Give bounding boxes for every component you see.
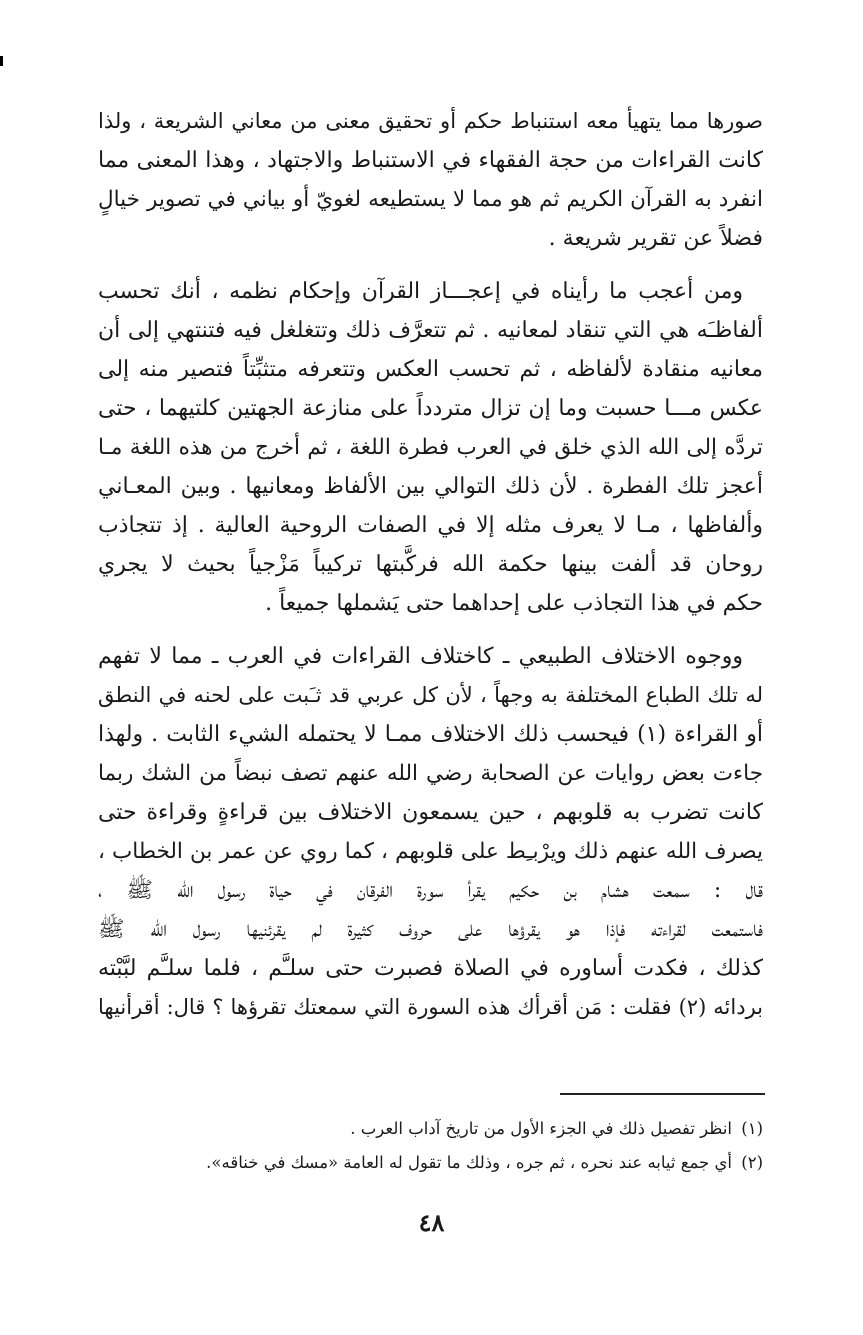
text-line: فضلاً عن تقرير شريعة .	[548, 226, 763, 251]
text-line: ووجوه الاختلاف الطبيعي ـ كاختلاف القراءات في العرب ـ مما لا تفهم	[98, 644, 743, 669]
text-line: أو القراءة (١) فيحسب ذلك الاختلاف ممـا لا يحتمله الشيء الثابت . ولهذا	[98, 722, 763, 747]
footnote-text: انظر تفصيل ذلك في الجزء الأول من تاريخ آداب العرب .	[350, 1119, 732, 1138]
text-line: له تلك الطباع المختلفة به وجهاً ، لأن كل عربي قد ثـَبت على لحنه في النطق	[98, 683, 763, 707]
main-text-block	[98, 102, 763, 1027]
footnote-1	[98, 1112, 763, 1146]
footnotes	[98, 1112, 763, 1180]
footnote-2	[98, 1146, 763, 1180]
paragraph-2	[98, 272, 763, 623]
text-line: انفرد به القرآن الكريم ثم هو مما لا يستطيعه لغويّ أو بياني في تصوير خيالٍ	[98, 187, 763, 212]
paragraph-1	[98, 102, 763, 258]
text-line: قال : سمعت هشام بن حكيم يقرأ سورة الفرقان في حياة رسول الله ﷺ ،	[98, 878, 763, 903]
footnote-number: (١)	[741, 1119, 763, 1138]
footnote-number: (٢)	[741, 1153, 763, 1172]
text-line: جاءت بعض روايات عن الصحابة رضي الله عنهم تصف نبضاً من الشك ربما	[98, 761, 763, 786]
text-line: صورها مما يتهيأ معه استنباط حكم أو تحقيق معنى من معاني الشريعة ، ولذا	[98, 109, 763, 133]
paragraph-3	[98, 637, 763, 1027]
page-number: ٤٨	[418, 1208, 445, 1237]
text-line: كانت تضرب به قلوبهم ، حين يسمعون الاختلاف بين قراءةٍ وقراءة حتى	[98, 800, 763, 825]
text-line: تردَّه إلى الله الذي خلق في العرب فطرة اللغة ، ثم أخرج من هذه اللغة مـا	[98, 435, 763, 460]
text-line: فاستمعت لقراءته فإذا هو يقرؤها على حروف كثيرة لم يقرئنيها رسول الله ﷺ	[98, 917, 763, 942]
text-line: ألفاظـَه هي التي تنقاد لمعانيه . ثم تتعرَّف ذلك وتتغلغل فيه فتنتهي إلى أن	[98, 318, 763, 343]
text-line: بردائه (٢) فقلت : مَن أقرأك هذه السورة التي سمعتك تقرؤها ؟ قال: أقرأنيها	[98, 995, 763, 1019]
text-line: روحان قد ألفت بينها حكمة الله فركَّبتها تركيباً مَزْجياً بحيث لا يجري	[98, 552, 763, 577]
footnote-text: أي جمع ثيابه عند نحره ، ثم جره ، وذلك ما تقول له العامة «مسك في خناقه».	[206, 1153, 732, 1172]
text-line: حكم في هذا التجاذب على إحداهما حتى يَشملها جميعاً .	[265, 591, 763, 616]
text-line: يصرف الله عنهم ذلك ويرْبـِط على قلوبهم ، كما روي عن عمر بن الخطاب ،	[98, 839, 763, 864]
footnote-separator	[560, 1093, 765, 1095]
text-line: وألفاظها ، مـا لا يعرف مثله إلا في الصفات الروحية العالية . إذ تتجاذب	[98, 513, 763, 538]
text-line: أعجز تلك الفطرة . لأن ذلك التوالي بين الألفاظ ومعانيها . وبين المعـاني	[98, 474, 763, 499]
scan-artifact-mark	[0, 56, 3, 66]
text-line: كانت القراءات من حجة الفقهاء في الاستنباط والاجتهاد ، وهذا المعنى مما	[98, 148, 763, 173]
text-line: ومن أعجب ما رأيناه في إعجـــاز القرآن وإحكام نظمه ، أنك تحسب	[98, 279, 743, 304]
text-line: كذلك ، فكدت أساوره في الصلاة فصبرت حتى سلـَّم ، فلما سلـَّم لبَّبْته	[98, 956, 763, 981]
text-line: معانيه منقادة لألفاظه ، ثم تحسب العكس وتتعرفه متثبِّتاً فتصير منه إلى	[98, 357, 763, 382]
text-line: عكس مـــا حسبت وما إن تزال متردداً على منازعة الجهتين كلتيهما ، حتى	[98, 396, 763, 421]
